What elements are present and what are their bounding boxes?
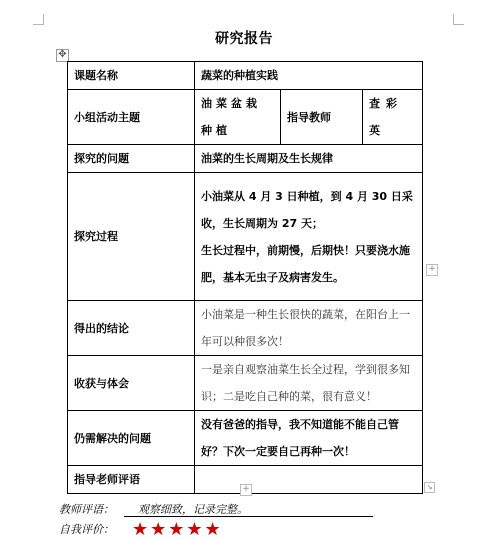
label-teacher-comment: 指导老师评语 bbox=[68, 466, 195, 494]
label-conclusion: 得出的结论 bbox=[68, 301, 195, 356]
page-corner-marker-right bbox=[453, 14, 464, 25]
table-row bbox=[68, 90, 423, 145]
page-corner-marker-left bbox=[33, 14, 44, 25]
table-row bbox=[68, 411, 423, 466]
label-advisor: 指导教师 bbox=[281, 90, 363, 145]
table-row bbox=[68, 62, 423, 90]
process-line: 生长过程中，前期慢，后期快！只要浇水施肥，基本无虫子及病害发生。 bbox=[201, 243, 410, 284]
teacher-comment-label: 教师评语： bbox=[59, 503, 114, 516]
table-row bbox=[68, 301, 423, 356]
label-question: 探究的问题 bbox=[68, 145, 195, 173]
label-topic: 课题名称 bbox=[68, 62, 195, 90]
label-theme: 小组活动主题 bbox=[68, 90, 195, 145]
teacher-comment-line bbox=[59, 501, 373, 517]
label-gains: 收获与体会 bbox=[68, 356, 195, 411]
label-process: 探究过程 bbox=[68, 173, 195, 301]
teacher-comment-value[interactable]: 观察细致，记录完整。 bbox=[124, 503, 373, 517]
value-teacher-comment[interactable] bbox=[195, 466, 423, 494]
table-row bbox=[68, 356, 423, 411]
value-question[interactable]: 油菜的生长周期及生长规律 bbox=[195, 145, 423, 173]
value-gains[interactable]: 一是亲自观察油菜生长全过程，学到很多知识；二是吃自己种的菜，很有意义！ bbox=[195, 356, 423, 411]
value-conclusion[interactable]: 小油菜是一种生长很快的蔬菜，在阳台上一年可以种很多次！ bbox=[195, 301, 423, 356]
value-process[interactable] bbox=[195, 173, 423, 301]
table-row bbox=[68, 145, 423, 173]
value-advisor[interactable]: 査彩英 bbox=[363, 90, 423, 145]
star-rating-icon[interactable]: ★★★★★ bbox=[132, 519, 223, 540]
report-table bbox=[67, 61, 423, 494]
add-column-handle-icon[interactable]: + bbox=[426, 264, 438, 276]
value-topic[interactable]: 蔬菜的种植实践 bbox=[195, 62, 423, 90]
add-row-handle-icon[interactable]: + bbox=[240, 484, 252, 496]
page-title: 研究报告 bbox=[215, 31, 273, 47]
table-move-handle-icon[interactable]: ✥ bbox=[56, 49, 69, 62]
process-line: 小油菜从 4 月 3 日种植，到 4 月 30 日采收，生长周期为 27 天； bbox=[201, 189, 413, 230]
table-resize-handle-icon[interactable]: ↘ bbox=[424, 482, 435, 493]
self-eval-label: 自我评价： bbox=[59, 523, 114, 536]
value-open-issue[interactable]: 没有爸爸的指导，我不知道能不能自己管好？下次一定要自己再种一次！ bbox=[195, 411, 423, 466]
value-theme[interactable]: 油菜盆栽种植 bbox=[195, 90, 281, 145]
label-open-issue: 仍需解决的问题 bbox=[68, 411, 195, 466]
table-row bbox=[68, 173, 423, 301]
